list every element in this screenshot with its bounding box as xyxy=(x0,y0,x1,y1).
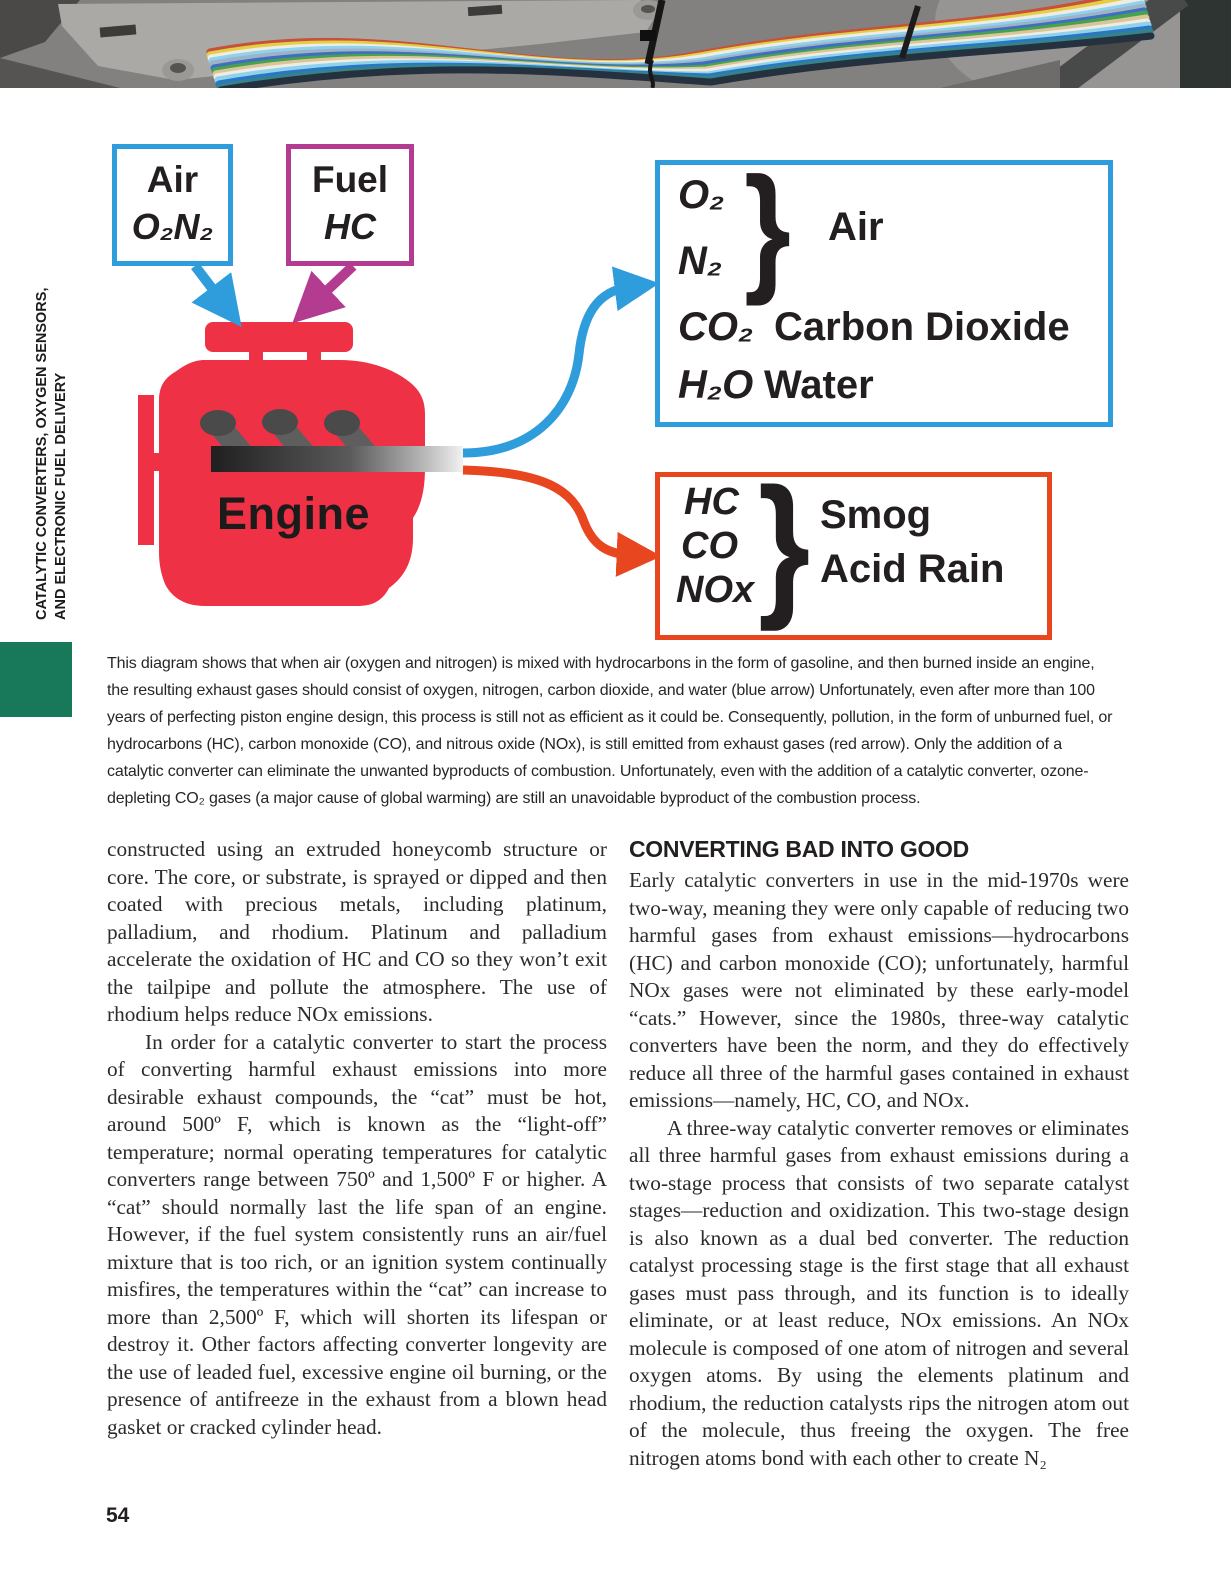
fuel-box-title: Fuel xyxy=(311,159,389,200)
wiring-harness-photo xyxy=(0,0,1231,88)
formula-h2o: H₂O xyxy=(678,363,754,407)
air-input-box xyxy=(112,144,233,266)
water-label: Water xyxy=(764,363,874,407)
formula-hc: HC xyxy=(684,481,739,523)
engine-label: Engine xyxy=(217,488,371,539)
fuel-box-formula: HC xyxy=(324,206,376,247)
chapter-sidebar-line2: AND ELECTRONIC FUEL DELIVERY xyxy=(53,372,69,620)
acid-rain-label: Acid Rain xyxy=(820,547,1005,591)
body-paragraph: constructed using an extruded honeycomb structure or core. The core, or substrate, is sprayed or dipped and then coated with precious metals, including platinum, palladium, and rhodium. Platinum and palladium accelerate the oxidation of HC and CO so they won’t exit the tailpipe and pollute the atmosphere. The use of rhodium helps reduce NOx emissions. xyxy=(107,837,607,1026)
dirty-exhaust-box xyxy=(655,456,1052,640)
combustion-diagram xyxy=(105,138,1120,648)
page-number: 54 xyxy=(106,1504,130,1527)
formula-o2: O₂ xyxy=(678,173,725,217)
smog-label: Smog xyxy=(820,493,932,537)
formula-nox: NOx xyxy=(676,569,755,611)
fuel-input-box xyxy=(286,144,414,266)
clean-exhaust-arrow-icon xyxy=(463,287,629,453)
engine-illustration xyxy=(138,322,463,606)
formula-co2: CO₂ xyxy=(678,305,754,349)
figure-caption: This diagram shows that when air (oxygen and nitrogen) is mixed with hydrocarbons in the form of gasoline, and then burned inside an engine, the resulting exhaust gases should consist of oxygen, nitrogen, carbon dioxide, and water (blue arrow) Unfortunately, even after more than 100 years of perfecting piston engine design, this process is still not as efficient as it could be. Consequently, pollution, in the form of unburned fuel, or hydrocarbons (HC), carbon monoxide (CO), and nitrous oxide (NOx), is still emitted from exhaust gases (red arrow). Only the addition of a catalytic converter can eliminate the unwanted byproducts of combustion. Unfortunately, even with the addition of a catalytic converter, ozone-depleting CO₂ gases (a major cause of global warming) are still an unavoidable byproduct of the combustion process. xyxy=(107,655,1113,807)
air-box-title: Air xyxy=(146,159,199,200)
body-columns xyxy=(107,836,1129,1472)
body-paragraph: In order for a catalytic converter to start the process of converting harmful exhaust emissions into more desirable exhaust compounds, the “cat” must be hot, around 500º F, which is known as the “light-off” temperature; normal operating temperatures for catalytic converters range between 750º and 1,500º F or higher. A “cat” should normally last the life span of an engine. However, if the fuel system consistently runs an air/fuel mixture that is too rich, or an ignition system continually misfires, the temperatures within the “cat” can increase to more than 2,500º F, which will shorten its lifespan or destroy it. Other factors affecting converter longevity are the use of leaded fuel, excessive engine oil burning, or the presence of antifreeze in the exhaust from a blown head gasket or cracked cylinder head. xyxy=(107,1029,607,1439)
fuel-flow-arrow-icon xyxy=(317,266,353,300)
body-column-left xyxy=(107,836,607,1472)
air-box-formula: O₂N₂ xyxy=(131,206,214,247)
brace-glyph: } xyxy=(744,148,791,307)
body-paragraph: A three-way catalytic converter removes or eliminates all three harmful gases from exhaust emissions during a two-stage process that consists of two separate catalyst stages—reduction and oxidization. This two-stage design is also known as a dual bed converter. The reduction catalyst processing stage is the first stage that all exhaust gases must pass through, and its function is to ideally eliminate, or at least reduce, NOx emissions. An NOx molecule is composed of one atom of nitrogen and several oxygen atoms. By using the elements platinum and rhodium, the reduction catalysts rips the nitrogen atom out of the molecule, thus freeing the oxygen. The free nitrogen atoms bond with each other to create N₂ xyxy=(629,1115,1129,1470)
brace-glyph: } xyxy=(758,456,811,632)
air-flow-arrow-icon xyxy=(195,266,221,300)
chapter-accent-square xyxy=(0,642,72,717)
chapter-sidebar-title xyxy=(33,280,71,620)
carbon-dioxide-label: Carbon Dioxide xyxy=(774,305,1070,349)
clean-exhaust-box xyxy=(655,148,1113,427)
chapter-sidebar-line1: CATALYTIC CONVERTERS, OXYGEN SENSORS, xyxy=(34,287,50,620)
formula-n2: N₂ xyxy=(678,239,723,283)
air-group-label: Air xyxy=(828,205,884,249)
formula-co: CO xyxy=(681,525,738,567)
body-paragraph: Early catalytic converters in use in the mid-1970s were two-way, meaning they were only capable of reducing two harmful gases from exhaust emissions—hydrocarbons (HC) and carbon monoxide (CO); unfortunately, harmful NOx gases were not eliminated by these early-model “cats.” However, since the 1980s, three-way catalytic converters have been the norm, and they do effectively reduce all three of the harmful gases contained in exhaust emissions—namely, HC, CO, and NOx. xyxy=(629,868,1129,1112)
dirty-exhaust-arrow-icon xyxy=(463,470,631,555)
body-column-right xyxy=(629,836,1129,1472)
section-heading: CONVERTING BAD INTO GOOD xyxy=(629,836,969,862)
